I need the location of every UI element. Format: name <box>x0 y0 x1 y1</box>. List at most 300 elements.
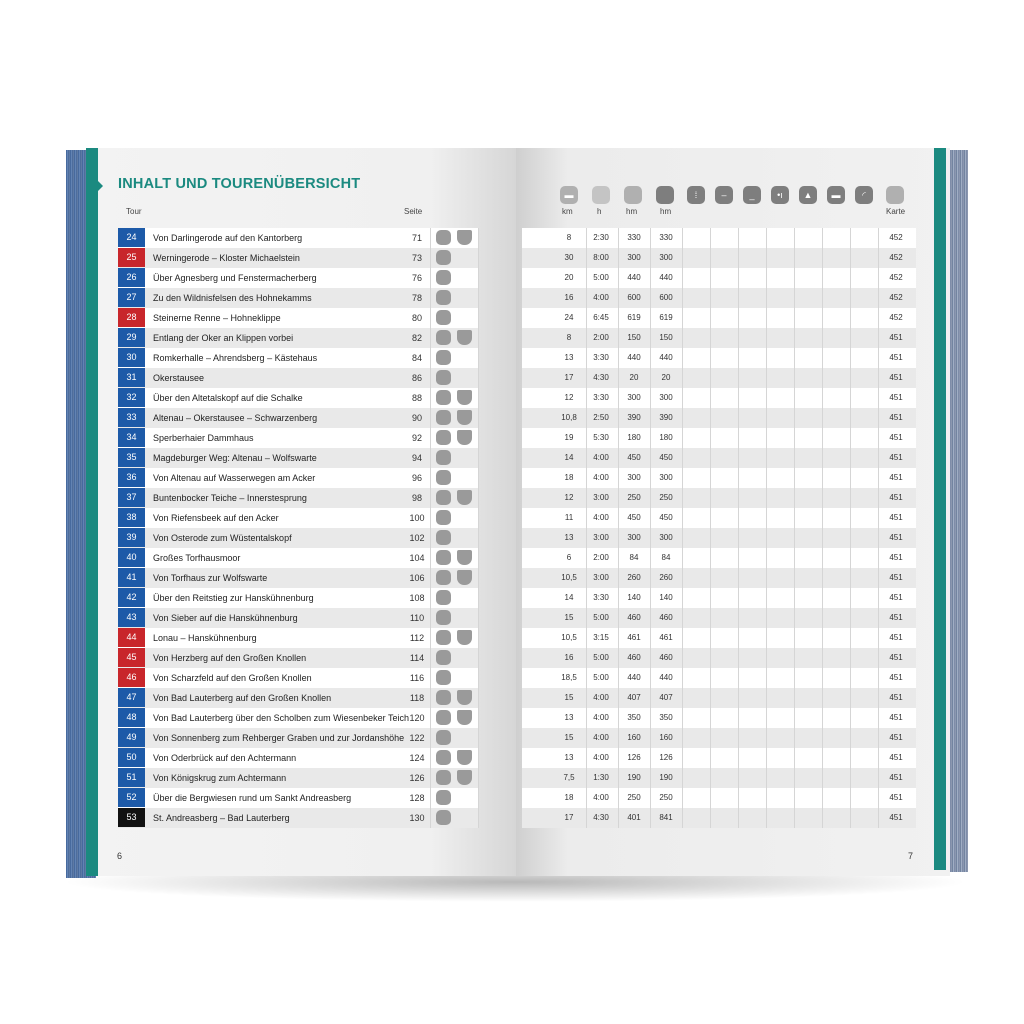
column-divider <box>586 608 587 628</box>
table-row <box>522 788 916 808</box>
column-divider <box>618 488 619 508</box>
column-divider <box>766 728 767 748</box>
column-divider <box>738 648 739 668</box>
family-badge-icon <box>457 630 472 645</box>
column-divider <box>478 768 479 788</box>
table-row[interactable] <box>118 608 478 628</box>
table-row[interactable] <box>118 628 478 648</box>
tour-name[interactable]: Über Agnesberg und Fenstermacherberg <box>153 273 317 283</box>
table-row[interactable] <box>118 708 478 728</box>
tour-name[interactable]: Von Sonnenberg zum Rehberger Graben und zur Jordanshöhe <box>153 733 405 743</box>
column-divider <box>682 568 683 588</box>
column-divider <box>710 288 711 308</box>
column-divider <box>766 228 767 248</box>
column-divider <box>710 688 711 708</box>
tour-category-icon <box>436 810 451 825</box>
table-row[interactable] <box>118 808 478 828</box>
column-divider <box>878 768 879 788</box>
tour-number-badge: 27 <box>118 288 145 307</box>
tour-name[interactable]: Von Torfhaus zur Wolfswarte <box>153 573 268 583</box>
column-divider <box>586 348 587 368</box>
column-divider <box>822 788 823 808</box>
column-divider <box>822 248 823 268</box>
page-ref: 108 <box>409 593 425 603</box>
tour-number-badge: 24 <box>118 228 145 247</box>
table-row[interactable] <box>118 548 478 568</box>
column-divider <box>738 628 739 648</box>
column-divider <box>682 248 683 268</box>
column-divider <box>738 548 739 568</box>
column-divider <box>430 588 431 608</box>
ascent-hm: 440 <box>627 353 641 362</box>
page-ref: 96 <box>411 473 422 483</box>
distance-km: 12 <box>564 393 574 402</box>
column-divider <box>478 228 479 248</box>
column-divider <box>618 528 619 548</box>
tour-name[interactable]: Entlang der Oker an Klippen vorbei <box>153 333 294 343</box>
column-divider <box>794 528 795 548</box>
column-divider <box>766 648 767 668</box>
column-divider <box>878 728 879 748</box>
descent-hm: 450 <box>659 513 673 522</box>
table-row[interactable] <box>118 248 478 268</box>
column-divider <box>650 368 651 388</box>
column-divider <box>850 568 851 588</box>
tour-name[interactable]: Von Riefensbeek auf den Acker <box>153 513 279 523</box>
tour-category-icon <box>436 410 451 425</box>
duration-h: 6:45 <box>593 313 609 322</box>
column-divider <box>618 548 619 568</box>
column-divider <box>650 448 651 468</box>
table-row <box>522 628 916 648</box>
tour-name[interactable]: Über den Reitstieg zur Hanskühnenburg <box>153 593 314 603</box>
map-number: 452 <box>889 293 903 302</box>
ascent-hm: 260 <box>627 573 641 582</box>
column-divider <box>650 768 651 788</box>
tour-name[interactable]: Von Bad Lauterberg über den Scholben zum Wiesenbeker Teich <box>153 713 409 723</box>
tour-name[interactable]: Lonau – Hanskühnenburg <box>153 633 257 643</box>
tour-category-icon <box>436 350 451 365</box>
marker-icon: ⁞ <box>687 186 705 204</box>
tour-name[interactable]: Von Oderbrück auf den Achtermann <box>153 753 297 763</box>
table-row[interactable] <box>118 408 478 428</box>
column-divider <box>878 568 879 588</box>
family-badge-icon <box>457 550 472 565</box>
duration-h: 3:15 <box>593 633 609 642</box>
column-divider <box>878 608 879 628</box>
duration-h: 4:00 <box>593 733 609 742</box>
column-divider <box>766 448 767 468</box>
table-row <box>522 648 916 668</box>
page-ref: 116 <box>409 673 425 683</box>
column-divider <box>738 808 739 828</box>
distance-km: 15 <box>564 693 574 702</box>
tour-number-badge: 51 <box>118 768 145 787</box>
table-row[interactable] <box>118 368 478 388</box>
tour-name[interactable]: Werningerode – Kloster Michaelstein <box>153 253 300 263</box>
table-row[interactable] <box>118 488 478 508</box>
map-number: 451 <box>889 333 903 342</box>
descent-hm: 300 <box>659 533 673 542</box>
table-row[interactable] <box>118 228 478 248</box>
column-divider <box>850 508 851 528</box>
column-divider <box>710 568 711 588</box>
descent-hm: 390 <box>659 413 673 422</box>
column-divider <box>850 708 851 728</box>
family-badge-icon <box>457 230 472 245</box>
column-divider <box>618 668 619 688</box>
column-divider <box>850 788 851 808</box>
column-divider <box>794 728 795 748</box>
tour-table-right <box>522 228 916 828</box>
column-divider <box>586 528 587 548</box>
tour-name[interactable]: Über den Altetalskopf auf die Schalke <box>153 393 303 403</box>
column-divider <box>822 428 823 448</box>
map-number: 451 <box>889 713 903 722</box>
column-divider <box>682 328 683 348</box>
tour-name[interactable]: Okerstausee <box>153 373 205 383</box>
column-divider <box>794 488 795 508</box>
table-row[interactable] <box>118 268 478 288</box>
tour-name[interactable]: Von Scharzfeld auf den Großen Knollen <box>153 673 312 683</box>
tour-number-badge: 32 <box>118 388 145 407</box>
column-divider <box>618 408 619 428</box>
column-divider <box>430 708 431 728</box>
column-divider <box>822 528 823 548</box>
tour-name[interactable]: Zu den Wildnisfelsen des Hohnekamms <box>153 293 312 303</box>
column-divider <box>738 288 739 308</box>
tour-name[interactable]: Von Bad Lauterberg auf den Großen Knollen <box>153 693 332 703</box>
column-divider <box>766 288 767 308</box>
column-divider <box>682 388 683 408</box>
tour-name[interactable]: Steinerne Renne – Hohneklippe <box>153 313 281 323</box>
column-divider <box>478 248 479 268</box>
column-divider <box>478 308 479 328</box>
column-divider <box>586 748 587 768</box>
column-divider <box>586 808 587 828</box>
map-number: 452 <box>889 253 903 262</box>
column-divider <box>650 748 651 768</box>
descent-hm: 150 <box>659 333 673 342</box>
table-row[interactable] <box>118 568 478 588</box>
table-row[interactable] <box>118 308 478 328</box>
column-divider <box>710 748 711 768</box>
page-ref: 94 <box>411 453 422 463</box>
map-number: 451 <box>889 453 903 462</box>
column-divider <box>878 688 879 708</box>
column-divider <box>738 488 739 508</box>
tour-category-icon <box>436 390 451 405</box>
tour-name[interactable]: Von Königskrug zum Achtermann <box>153 773 287 783</box>
distance-km: 18 <box>564 793 574 802</box>
column-divider <box>478 288 479 308</box>
column-divider <box>430 288 431 308</box>
column-divider <box>710 428 711 448</box>
column-divider <box>738 708 739 728</box>
tour-name[interactable]: Magdeburger Weg: Altenau – Wolfswarte <box>153 453 317 463</box>
page-title: INHALT UND TOURENÜBERSICHT <box>118 176 361 192</box>
column-divider <box>682 628 683 648</box>
table-row[interactable] <box>118 748 478 768</box>
column-divider <box>682 368 683 388</box>
column-divider <box>430 368 431 388</box>
column-divider <box>822 308 823 328</box>
tour-name[interactable]: Von Osterode zum Wüstentalskopf <box>153 533 292 543</box>
page-ref: 73 <box>411 253 422 263</box>
column-divider <box>766 348 767 368</box>
map-number: 451 <box>889 633 903 642</box>
tour-name[interactable]: Von Darlingerode auf den Kantorberg <box>153 233 303 243</box>
ascent-hm: 140 <box>627 593 641 602</box>
distance-km: 17 <box>564 813 574 822</box>
column-divider <box>878 268 879 288</box>
duration-h: 5:00 <box>593 673 609 682</box>
column-divider <box>878 748 879 768</box>
table-row[interactable] <box>118 388 478 408</box>
column-divider <box>710 668 711 688</box>
ascent-hm: 84 <box>629 553 639 562</box>
column-divider <box>794 708 795 728</box>
column-divider <box>650 548 651 568</box>
page-ref: 118 <box>409 693 425 703</box>
table-row[interactable] <box>118 448 478 468</box>
column-divider <box>710 628 711 648</box>
column-divider <box>738 448 739 468</box>
table-row[interactable] <box>118 428 478 448</box>
column-divider <box>878 248 879 268</box>
table-row[interactable] <box>118 288 478 308</box>
column-divider <box>430 408 431 428</box>
table-row[interactable] <box>118 728 478 748</box>
page-ref: 102 <box>409 533 425 543</box>
table-row[interactable] <box>118 788 478 808</box>
tour-name[interactable]: Altenau – Okerstausee – Schwarzenberg <box>153 413 318 423</box>
tour-name[interactable]: Großes Torfhausmoor <box>153 553 241 563</box>
tour-category-icon <box>436 530 451 545</box>
map-number: 451 <box>889 593 903 602</box>
column-divider <box>618 788 619 808</box>
table-row[interactable] <box>118 648 478 668</box>
tour-category-icon <box>436 710 451 725</box>
descent-hm: 20 <box>661 373 671 382</box>
tour-name[interactable]: Von Herzberg auf den Großen Knollen <box>153 653 307 663</box>
column-divider <box>878 548 879 568</box>
tour-number-badge: 25 <box>118 248 145 267</box>
column-divider <box>766 708 767 728</box>
column-divider <box>478 508 479 528</box>
column-divider <box>794 328 795 348</box>
tour-number-badge: 39 <box>118 528 145 547</box>
descent-hm: 160 <box>659 733 673 742</box>
column-divider <box>738 588 739 608</box>
column-divider <box>682 288 683 308</box>
column-divider <box>650 328 651 348</box>
tour-number-badge: 31 <box>118 368 145 387</box>
column-divider <box>850 548 851 568</box>
distance-km: 14 <box>564 453 574 462</box>
page-ref: 126 <box>409 773 425 783</box>
column-divider <box>586 288 587 308</box>
column-divider <box>586 448 587 468</box>
page-ref: 122 <box>409 733 425 743</box>
column-divider <box>738 608 739 628</box>
table-row[interactable] <box>118 768 478 788</box>
table-row <box>522 328 916 348</box>
column-divider <box>878 588 879 608</box>
column-divider <box>738 348 739 368</box>
page-ref: 124 <box>409 753 425 763</box>
column-divider <box>650 228 651 248</box>
table-row <box>522 548 916 568</box>
map-number: 451 <box>889 573 903 582</box>
table-row[interactable] <box>118 328 478 348</box>
tour-category-icon <box>436 250 451 265</box>
column-divider <box>794 608 795 628</box>
column-divider <box>430 228 431 248</box>
column-divider <box>586 268 587 288</box>
duration-icon <box>592 186 610 204</box>
distance-km: 13 <box>564 533 574 542</box>
distance-km: 24 <box>564 313 574 322</box>
column-divider <box>850 808 851 828</box>
descent-hm: 300 <box>659 473 673 482</box>
column-divider <box>710 368 711 388</box>
tour-category-icon <box>436 370 451 385</box>
page-ref: 98 <box>411 493 422 503</box>
column-divider <box>766 568 767 588</box>
column-divider <box>682 408 683 428</box>
tour-number-badge: 53 <box>118 808 145 827</box>
table-row <box>522 568 916 588</box>
column-divider <box>710 268 711 288</box>
column-divider <box>794 668 795 688</box>
table-row[interactable] <box>118 668 478 688</box>
column-divider <box>850 608 851 628</box>
column-divider <box>738 728 739 748</box>
arrow-right-icon <box>97 180 103 192</box>
tour-number-badge: 35 <box>118 448 145 467</box>
tour-name[interactable]: Über die Bergwiesen rund um Sankt Andreasberg <box>153 793 352 803</box>
tour-name[interactable]: Von Sieber auf die Hanskühnenburg <box>153 613 298 623</box>
column-divider <box>850 768 851 788</box>
tour-name[interactable]: Sperberhaier Dammhaus <box>153 433 254 443</box>
column-divider <box>822 588 823 608</box>
column-divider <box>738 468 739 488</box>
table-row[interactable] <box>118 688 478 708</box>
duration-h: 3:30 <box>593 353 609 362</box>
tour-name[interactable]: Buntenbocker Teiche – Innerstesprung <box>153 493 307 503</box>
tour-name[interactable]: Romkerhalle – Ahrendsberg – Kästehaus <box>153 353 318 363</box>
tour-number-badge: 45 <box>118 648 145 667</box>
column-divider <box>430 528 431 548</box>
map-number: 451 <box>889 493 903 502</box>
column-divider <box>650 668 651 688</box>
table-row[interactable] <box>118 508 478 528</box>
tour-number-badge: 43 <box>118 608 145 627</box>
column-divider <box>710 348 711 368</box>
column-divider <box>430 628 431 648</box>
table-row <box>522 728 916 748</box>
descent-hm: 461 <box>659 633 673 642</box>
column-divider <box>850 248 851 268</box>
tour-name[interactable]: St. Andreasberg – Bad Lauterberg <box>153 813 290 823</box>
duration-h: 5:00 <box>593 653 609 662</box>
column-divider <box>478 708 479 728</box>
column-divider <box>822 448 823 468</box>
ascent-hm: 401 <box>627 813 641 822</box>
table-row[interactable] <box>118 528 478 548</box>
column-divider <box>710 328 711 348</box>
tour-number-badge: 38 <box>118 508 145 527</box>
column-divider <box>850 668 851 688</box>
column-divider <box>766 608 767 628</box>
column-divider <box>878 508 879 528</box>
column-divider <box>430 768 431 788</box>
distance-km: 12 <box>564 493 574 502</box>
column-divider <box>618 728 619 748</box>
ascent-hm: 440 <box>627 273 641 282</box>
column-divider <box>650 248 651 268</box>
column-divider <box>430 468 431 488</box>
duration-h: 4:00 <box>593 693 609 702</box>
column-divider <box>586 728 587 748</box>
column-divider <box>766 408 767 428</box>
tour-name[interactable]: Von Altenau auf Wasserwegen am Acker <box>153 473 316 483</box>
column-divider <box>478 568 479 588</box>
table-row <box>522 588 916 608</box>
column-divider <box>766 528 767 548</box>
ascent-hm: 180 <box>627 433 641 442</box>
column-divider <box>430 748 431 768</box>
column-divider <box>822 688 823 708</box>
descent-hm: 180 <box>659 433 673 442</box>
page-ref: 76 <box>411 273 422 283</box>
column-divider <box>822 388 823 408</box>
column-divider <box>618 608 619 628</box>
column-divider <box>850 488 851 508</box>
tour-number-badge: 34 <box>118 428 145 447</box>
column-divider <box>586 488 587 508</box>
duration-h: 4:00 <box>593 293 609 302</box>
tour-number-badge: 28 <box>118 308 145 327</box>
column-divider <box>618 768 619 788</box>
column-divider <box>822 548 823 568</box>
table-row[interactable] <box>118 468 478 488</box>
table-row[interactable] <box>118 348 478 368</box>
column-divider <box>794 468 795 488</box>
column-divider <box>650 348 651 368</box>
header-seite: Seite <box>404 207 423 216</box>
map-number: 451 <box>889 353 903 362</box>
column-divider <box>430 488 431 508</box>
column-divider <box>738 308 739 328</box>
descent-hm: 600 <box>659 293 673 302</box>
column-divider <box>794 248 795 268</box>
page-ref: 86 <box>411 373 422 383</box>
family-badge-icon <box>457 390 472 405</box>
distance-km: 8 <box>566 233 572 242</box>
column-divider <box>650 588 651 608</box>
column-divider <box>682 808 683 828</box>
table-row[interactable] <box>118 588 478 608</box>
column-divider <box>710 808 711 828</box>
page-ref: 80 <box>411 313 422 323</box>
column-divider <box>766 748 767 768</box>
tour-category-icon <box>436 330 451 345</box>
header-hm-up: hm <box>626 207 638 216</box>
column-divider <box>822 628 823 648</box>
distance-km: 10,5 <box>561 633 577 642</box>
